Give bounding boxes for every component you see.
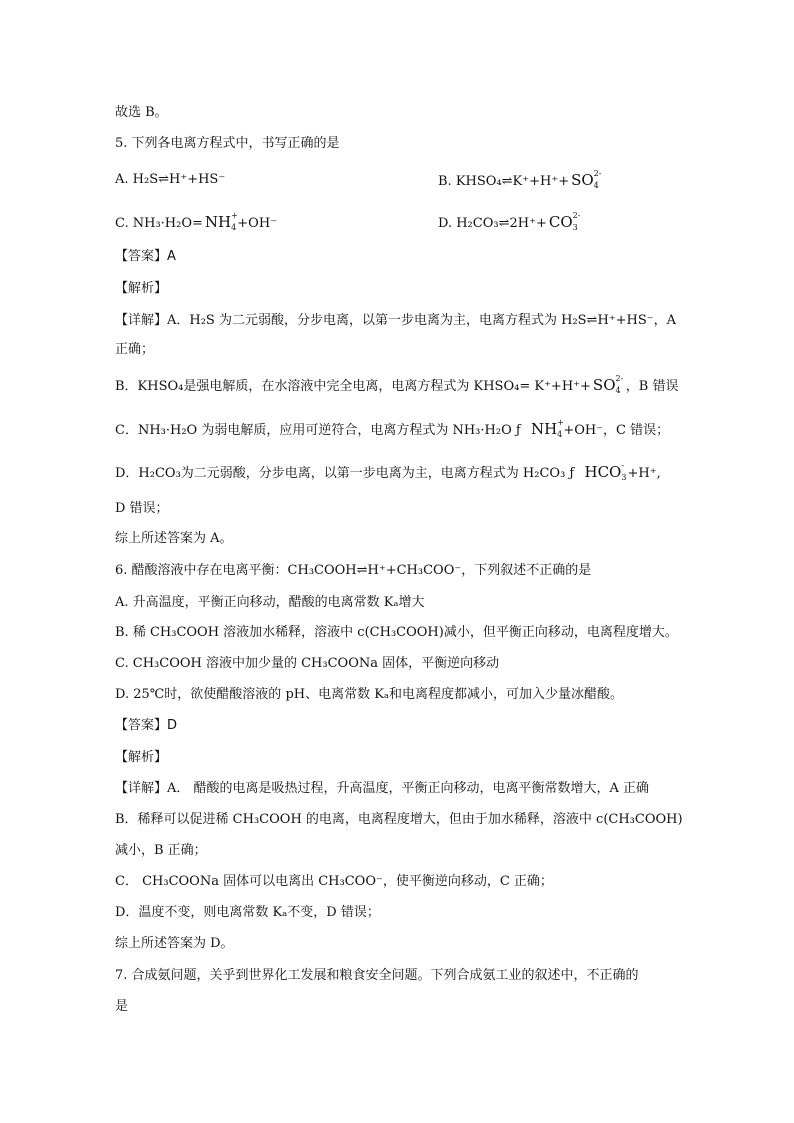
summary-line: 综上所述答案为 A。 [115, 531, 233, 546]
question-5-option-a: A. H₂S⇌H⁺+HS⁻ [115, 172, 226, 187]
detail-tail: ，B 错误 [625, 379, 679, 394]
detail-line [115, 376, 678, 396]
question-6-option-b: B. 稀 CH₃COOH 溶液加水稀释，溶液中 c(CH₃COOH)减小，但平衡正向移动，电离程度增大。 [115, 625, 678, 640]
ion-subscript: 4 [231, 223, 237, 232]
answer-label: 【答案】A [115, 249, 176, 264]
question-5-option-b [438, 169, 602, 191]
option-c-text: C. NH₃·H₂O= [115, 216, 203, 231]
ion-symbol: HCO [584, 463, 622, 481]
analysis-label: 【解析】 [115, 281, 168, 296]
detail-text: B．KHSO₄是强电解质，在水溶液中完全电离，电离方程式为 KHSO₄= K⁺+H⁺+ [115, 379, 591, 394]
detail-line [115, 463, 661, 483]
question-6-option-d: D. 25℃时，欲使醋酸溶液的 pH、电离常数 Kₐ和电离程度都减小，可加入少量冰醋酸。 [115, 687, 623, 702]
option-b-text: B. KHSO₄⇌K⁺+H⁺+ [438, 174, 570, 189]
question-6-stem: 6. 醋酸溶液中存在电离平衡：CH₃COOH⇌H⁺+CH₃COO⁻，下列叙述不正确的是 [115, 563, 592, 578]
ion-charge: + [231, 211, 238, 220]
ion-symbol: SO [592, 376, 616, 394]
detail-line: 正确； [115, 342, 155, 357]
ion-charge: 2- [572, 211, 581, 220]
detail-line: 【详解】A． 醋酸的电离是吸热过程，升高温度，平衡正向移动，电离平衡常数增大，A 正确 [115, 781, 650, 796]
detail-text: D．H₂CO₃为二元弱酸，分步电离，以第一步电离为主，电离方程式为 H₂CO₃ ƒ [115, 466, 575, 481]
question-7-stem-cont: 是 [115, 999, 129, 1014]
bicarbonate-ion [584, 461, 627, 482]
ion-symbol: SO [571, 171, 594, 189]
sulfate-ion [571, 169, 602, 190]
question-5-option-c [115, 213, 277, 233]
ion-subscript: 4 [615, 386, 621, 395]
ion-subscript: 3 [621, 473, 627, 482]
question-6-option-c: C. CH₃COOH 溶液中加少量的 CH₃COONa 固体，平衡逆向移动 [115, 656, 500, 671]
ion-subscript: 4 [557, 430, 563, 439]
ion-subscript: 4 [593, 181, 599, 190]
summary-line: 综上所述答案为 D。 [115, 936, 234, 951]
ammonium-ion [530, 418, 564, 439]
detail-text: C．NH₃·H₂O 为弱电解质，应用可逆符合，电离方程式为 NH₃·H₂O ƒ [115, 423, 521, 438]
ion-charge: - [621, 461, 625, 470]
detail-line: 【详解】A．H₂S 为二元弱酸，分步电离，以第一步电离为主，电离方程式为 H₂S⇌H⁺+HS⁻，A [115, 313, 677, 328]
sulfate-ion [592, 374, 624, 395]
question-7-stem: 7. 合成氨问题，关乎到世界化工发展和粮食安全问题。下列合成氨工业的叙述中，不正确的 [115, 968, 639, 983]
detail-line [115, 420, 669, 440]
detail-line: D 错误； [115, 501, 169, 516]
detail-line: B．稀释可以促进稀 CH₃COOH 的电离，电离程度增大，但由于加水稀释，溶液中 c(CH₃COOH) [115, 812, 683, 827]
analysis-label: 【解析】 [115, 750, 168, 765]
detail-line: C． CH₃COONa 固体可以电离出 CH₃COO⁻，使平衡逆向移动，C 正确； [115, 874, 553, 889]
question-5-option-d [438, 211, 581, 233]
ion-charge: + [557, 418, 564, 427]
detail-line: D．温度不变，则电离常数 Kₐ不变，D 错误； [115, 905, 380, 920]
detail-tail: +H⁺, [627, 466, 661, 481]
option-d-text: D. H₂CO₃⇌2H⁺+ [438, 216, 547, 231]
question-6-option-a: A. 升高温度，平衡正向移动，醋酸的电离常数 Kₐ增大 [115, 595, 425, 610]
detail-line: 减小，B 正确； [115, 843, 207, 858]
ion-charge: 2- [593, 169, 602, 178]
ion-subscript: 3 [572, 223, 578, 232]
ion-charge: 2- [615, 374, 624, 383]
text-line: 故选 B。 [115, 105, 168, 120]
ion-symbol: NH [530, 420, 558, 438]
question-5-stem: 5. 下列各电离方程式中，书写正确的是 [115, 136, 340, 151]
ammonium-ion [204, 211, 238, 232]
detail-tail: +OH⁻，C 错误； [563, 423, 670, 438]
answer-label: 【答案】D [115, 718, 178, 733]
ion-symbol: NH [204, 213, 232, 231]
carbonate-ion [548, 211, 581, 232]
ion-symbol: CO [548, 213, 573, 231]
option-c-tail: +OH⁻ [237, 216, 278, 231]
